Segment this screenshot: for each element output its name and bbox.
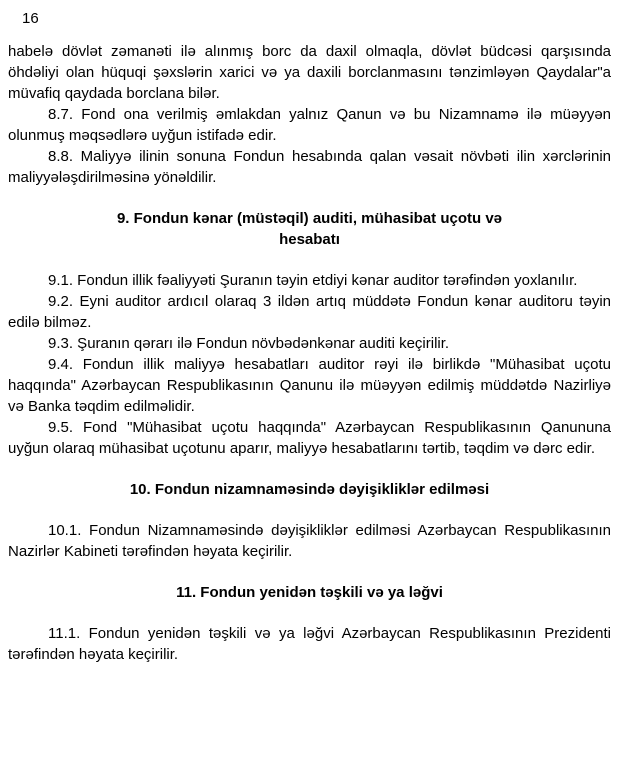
section-heading: 9. Fondun kənar (müstəqil) auditi, mühasibat uçotu və hesabatı xyxy=(116,210,503,248)
paragraph: 11.1. Fondun yenidən təşkili və ya ləğvi Azərbaycan Respublikasının Prezidenti tərəfindən həyata keçirilir. xyxy=(8,625,611,663)
paragraph: 8.8. Maliyyə ilinin sonuna Fondun hesabında qalan vəsait növbəti ilin xərclərinin maliyyələşdirilməsinə yönəldilir. xyxy=(8,148,611,186)
paragraph: 10.1. Fondun Nizamnaməsində dəyişikliklər edilməsi Azərbaycan Respublikasının Nazirlər Kabineti tərəfindən həyata keçirilir. xyxy=(8,522,611,560)
page-number: 16 xyxy=(22,10,39,27)
paragraph: 9.4. Fondun illik maliyyə hesabatları auditor rəyi ilə birlikdə "Mühasibat uçotu haqqında" Azərbaycan Respublikasının Qanunu ilə müəyyən edilmiş müddətdə Nazirliyə və Banka təqdim edilməlidir. xyxy=(8,356,611,415)
paragraph: 9.3. Şuranın qərarı ilə Fondun növbədənkənar auditi keçirilir. xyxy=(48,335,450,352)
paragraph: habelə dövlət zəmanəti ilə alınmış borc da daxil olmaqla, dövlət büdcəsi qarşısında öhdəliyi olan hüquqi şəxslərin xarici və ya daxili borclanmasını tənzimləyən Qaydalar"a müvafiq qaydada borclana bilər. xyxy=(8,43,611,102)
paragraph: 9.2. Eyni auditor ardıcıl olaraq 3 ildən artıq müddətə Fondun kənar auditoru təyin edilə bilməz. xyxy=(8,293,611,331)
section-heading: 10. Fondun nizamnaməsində dəyişikliklər edilməsi xyxy=(129,481,490,498)
paragraph: 9.1. Fondun illik fəaliyyəti Şuranın təyin etdiyi kənar auditor tərəfindən yoxlanılır. xyxy=(48,272,578,289)
paragraph: 8.7. Fond ona verilmiş əmlakdan yalnız Qanun və bu Nizamnamə ilə müəyyən olunmuş məqsədlərə uyğun istifadə edir. xyxy=(8,106,611,144)
paragraph: 9.5. Fond "Mühasibat uçotu haqqında" Azərbaycan Respublikasının Qanununa uyğun olaraq mühasibat uçotunu aparır, maliyyə hesabatlarını tərtib, təqdim və dərc edir. xyxy=(8,419,611,457)
document-body xyxy=(8,41,611,665)
section-heading: 11. Fondun yenidən təşkili və ya ləğvi xyxy=(176,584,443,601)
